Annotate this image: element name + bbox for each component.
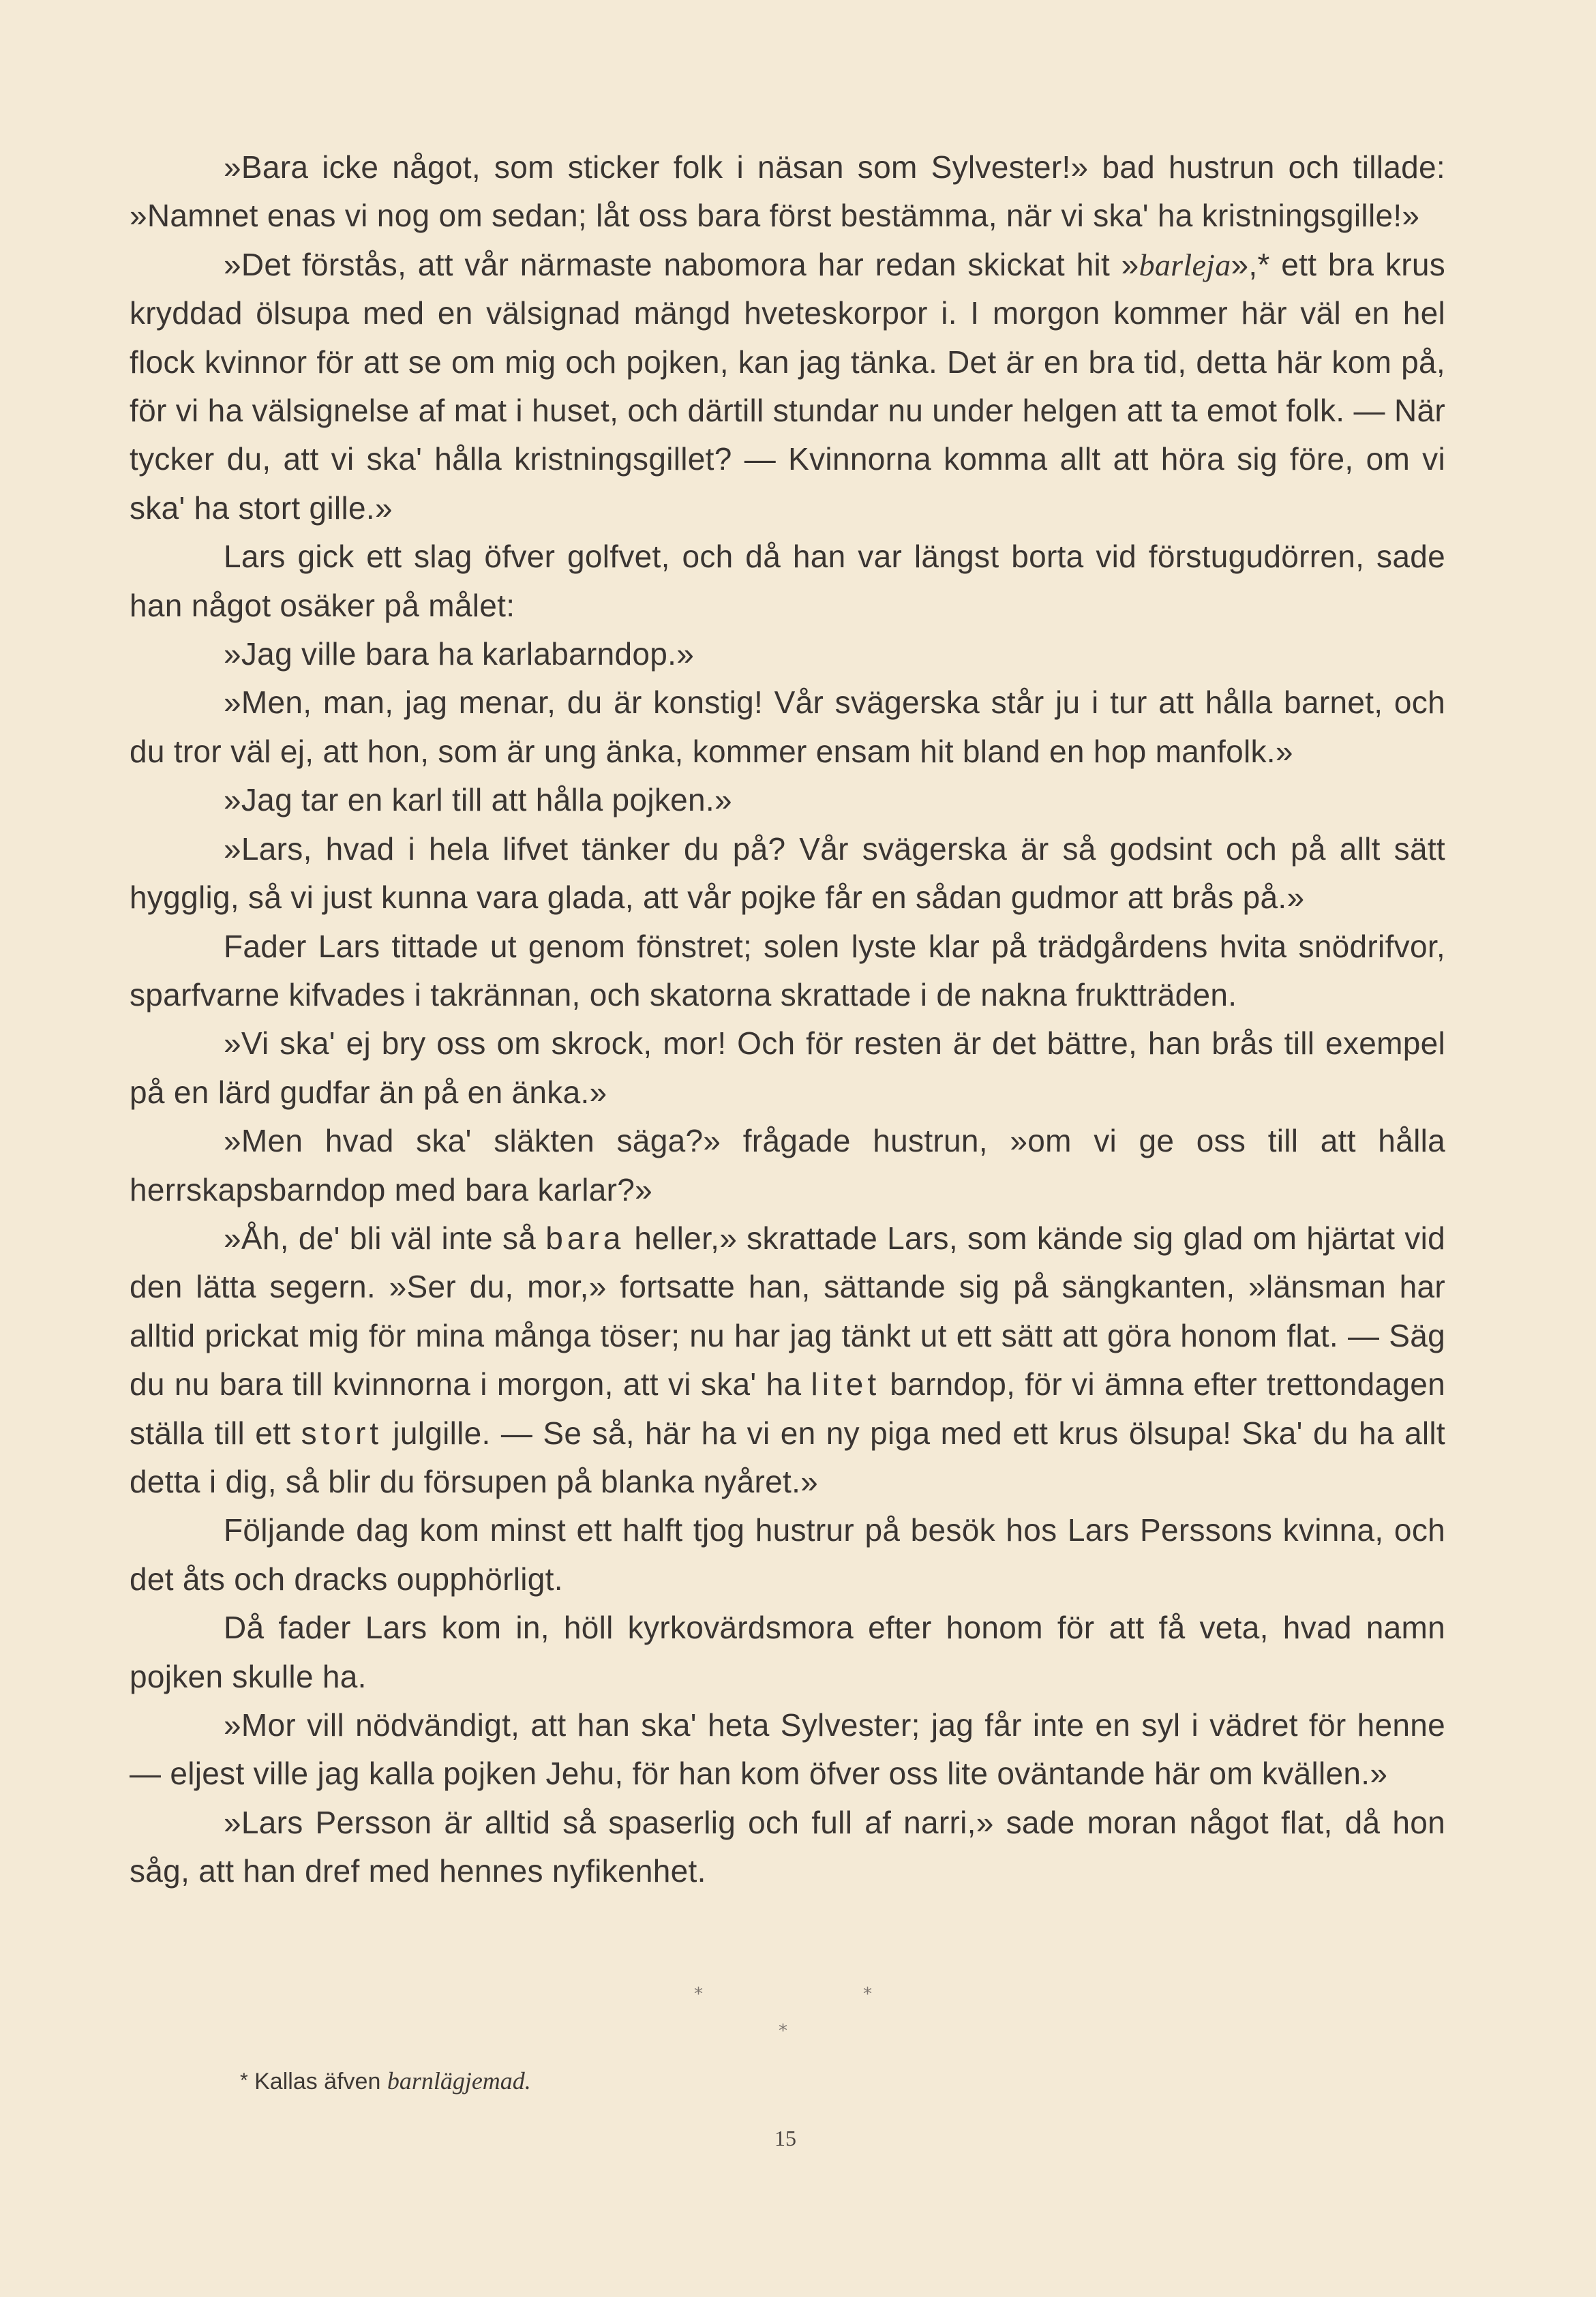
paragraph-text: heller,» skrattade Lars, som kände sig glad om hjärtat vid den lätta segern. »Ser du, mor,» fortsatte han, sättande sig på sängkanten, »länsman har alltid prickat mig för mina många töser; nu har jag tänkt ut ett sätt att göra honom flat. — Säg du nu bara till kvinnorna i morgon, att vi ska' ha [130,1220,1445,1402]
paragraph: Lars gick ett slag öfver golfvet, och då han var längst borta vid förstugudörren, sade han något osäker på målet: [130,539,1445,623]
asterisk: * [779,2021,787,2041]
paragraph-text: julgille. — Se så, här ha vi en ny piga med ett krus ölsupa! Ska' du ha allt detta i dig, så blir du försupen på blanka nyåret.» [130,1415,1445,1499]
paragraph: »Men, man, jag menar, du är konstig! Vår svägerska står ju i tur att hålla barnet, och du tror väl ej, att hon, som är ung änka, kommer ensam hit bland en hop manfolk.» [130,685,1445,769]
paragraph-text: »,* ett bra krus kryddad ölsupa med en välsignad mängd hveteskorpor i. I morgon kommer här väl en hel flock kvinnor för att se om mig och pojken, kan jag tänka. Det är en bra tid, detta här kom på, för vi ha välsignelse af mat i huset, och därtill stundar nu under helgen att ta emot folk. — När tycker du, att vi ska' hålla kristningsgillet? — Kvinnorna komma allt att höra sig före, om vi ska' ha stort gille.» [130,246,1445,526]
spaced-word: stort [301,1415,383,1451]
paragraph-text: barndop, för vi ämna efter trettondagen ställa till ett [130,1366,1445,1451]
paragraph: »Bara icke något, som sticker folk i näsan som Sylvester!» bad hustrun och tillade: »Namnet enas vi nog om sedan; låt oss bara först bestämma, när vi ska' ha kristningsgille!» [130,149,1445,234]
spaced-word: litet [811,1366,881,1402]
paragraph [130,241,1445,532]
paragraph: »Mor vill nödvändigt, att han ska' heta Sylvester; jag får inte en syl i vädret för henne — eljest ville jag kalla pojken Jehu, för han kom öfver oss lite oväntande här om kvällen.» [130,1707,1445,1792]
footnote-text: Kallas äfven [247,2069,387,2095]
body-text [130,143,1445,1896]
footnote-mark: * [240,2069,248,2092]
paragraph: »Jag tar en karl till att hålla pojken.» [224,782,732,818]
paragraph: Fader Lars tittade ut genom fönstret; solen lyste klar på trädgårdens hvita snödrifvor, sparfvarne kifvades i takrännan, och skatorna skrattade i de nakna fruktträden. [130,928,1445,1012]
asterisk: * [694,1984,703,2005]
italic-term: barleja [1139,247,1231,282]
asterisk: * [863,1984,872,2005]
paragraph-text: »Åh, de' bli väl inte så [224,1220,546,1256]
paragraph: Följande dag kom minst ett halft tjog hustrur på besök hos Lars Perssons kvinna, och det åts och dracks oupphörligt. [130,1512,1445,1597]
footnote-term: barnlägjemad. [387,2067,531,2095]
footnote [240,2067,531,2095]
page-number: 15 [774,2126,796,2150]
paragraph [130,1214,1445,1506]
spaced-word: bara [545,1220,625,1256]
paragraph: »Vi ska' ej bry oss om skrock, mor! Och för resten är det bättre, han brås till exempel på en lärd gudfar än på en änka.» [130,1025,1445,1110]
paragraph: »Jag ville bara ha karlabarndop.» [224,636,695,672]
section-break-asterism [0,1984,1596,2045]
paragraph: Då fader Lars kom in, höll kyrkovärdsmora efter honom för att få veta, hvad namn pojken skulle ha. [130,1610,1445,1694]
paragraph: »Lars Persson är alltid så spaserlig och full af narri,» sade moran något flat, då hon såg, att han dref med hennes nyfikenhet. [130,1804,1445,1889]
paragraph-text: »Det förstås, att vår närmaste nabomora har redan skickat hit » [224,246,1139,282]
paragraph: »Lars, hvad i hela lifvet tänker du på? Vår svägerska är så godsint och på allt sätt hygglig, så vi just kunna vara glada, att vår pojke får en sådan gudmor att brås på.» [130,830,1445,916]
paragraph: »Men hvad ska' släkten säga?» frågade hustrun, »om vi ge oss till att hålla herrskapsbarndop med bara karlar?» [130,1123,1445,1207]
